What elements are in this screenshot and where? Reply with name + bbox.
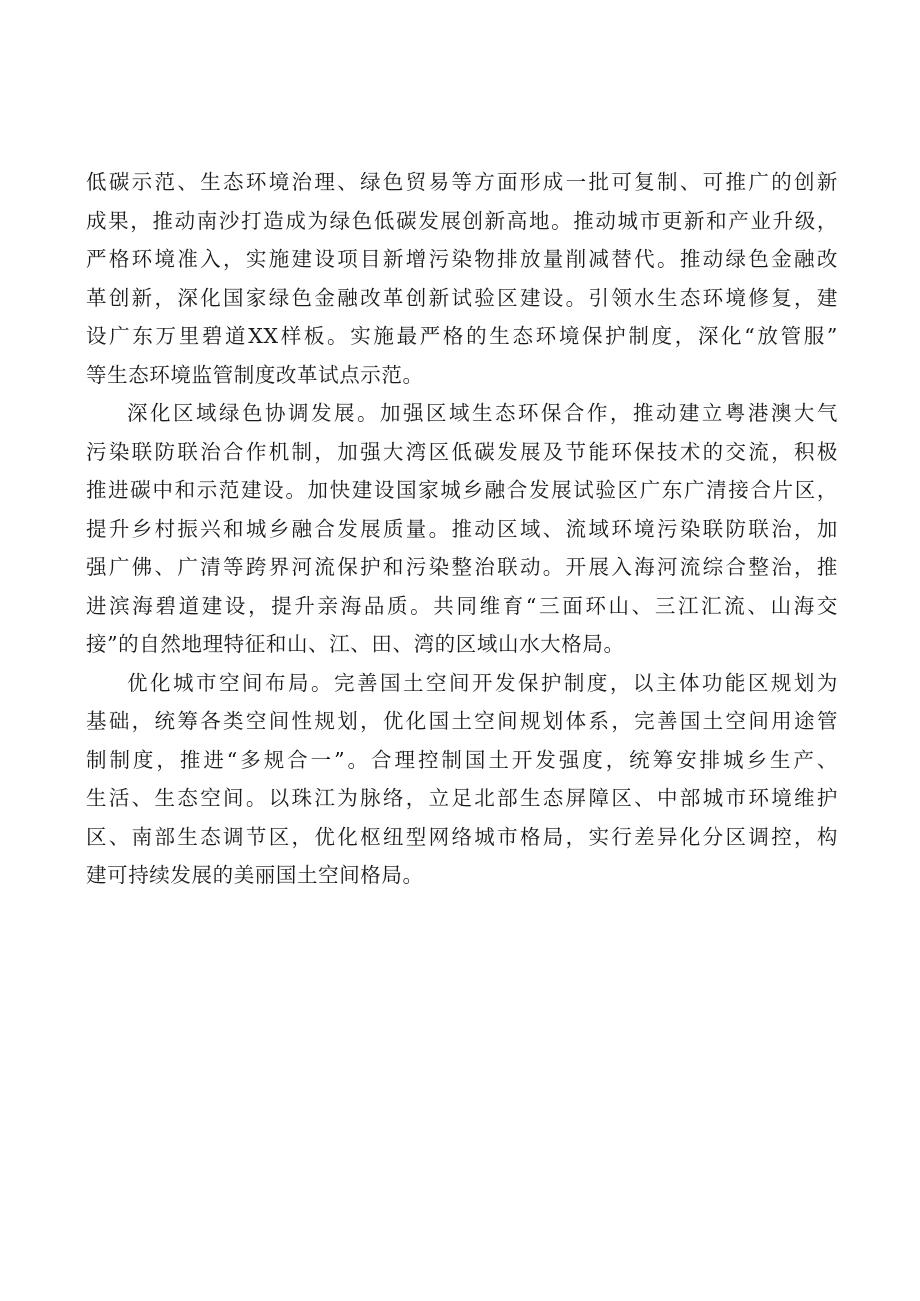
paragraph-2: [86, 394, 838, 664]
text-line: 成果，推动南沙打造成为绿色低碳发展创新高地。推动城市更新和产业升级，: [86, 208, 838, 233]
text-line: 区、南部生态调节区，优化枢纽型网络城市格局，实行差异化分区调控，构: [86, 824, 838, 849]
text-line: 低碳示范、生态环境治理、绿色贸易等方面形成一批可复制、可推广的创新: [86, 170, 838, 194]
text-line: 基础，统筹各类空间性规划，优化国土空间规划体系，完善国土空间用途管: [86, 709, 838, 733]
text-line: 建可持续发展的美丽国土空间格局。: [86, 863, 424, 887]
text-line: 强广佛、广清等跨界河流保护和污染整治联动。开展入海河流综合整治，推: [86, 555, 838, 579]
text-line: 革创新，深化国家绿色金融改革创新试验区建设。引领水生态环境修复，建: [86, 285, 838, 310]
text-line: 进滨海碧道建设，提升亲海品质。共同维育“三面环山、三江汇流、山海交: [86, 593, 838, 618]
text-line: 污染联防联治合作机制，加强大湾区低碳发展及节能环保技术的交流，积极: [86, 439, 838, 464]
text-line: 严格环境准入，实施建设项目新增污染物排放量削减替代。推动绿色金融改: [86, 247, 838, 271]
text-line: 等生态环境监管制度改革试点示范。: [86, 362, 424, 387]
document-body: [86, 163, 838, 895]
text-line: 生活、生态空间。以珠江为脉络，立足北部生态屏障区、中部城市环境维护: [86, 786, 838, 810]
text-line: 提升乡村振兴和城乡融合发展质量。推动区域、流域环境污染联防联治，加: [86, 516, 838, 541]
text-line: 制制度，推进“多规合一”。合理控制国土开发强度，统筹安排城乡生产、: [86, 747, 838, 772]
paragraph-1: [86, 163, 838, 394]
text-line: 设广东万里碧道XX样板。实施最严格的生态环境保护制度，深化“放管服”: [86, 324, 838, 348]
text-line: 接”的自然地理特征和山、江、田、湾的区域山水大格局。: [86, 632, 625, 656]
paragraph-3: [86, 664, 838, 895]
text-line: 推进碳中和示范建设。加快建设国家城乡融合发展试验区广东广清接合片区，: [86, 478, 838, 502]
text-line: 深化区域绿色协调发展。加强区域生态环保合作，推动建立粤港澳大气: [127, 401, 838, 425]
text-line: 优化城市空间布局。完善国土空间开发保护制度，以主体功能区规划为: [127, 670, 838, 695]
